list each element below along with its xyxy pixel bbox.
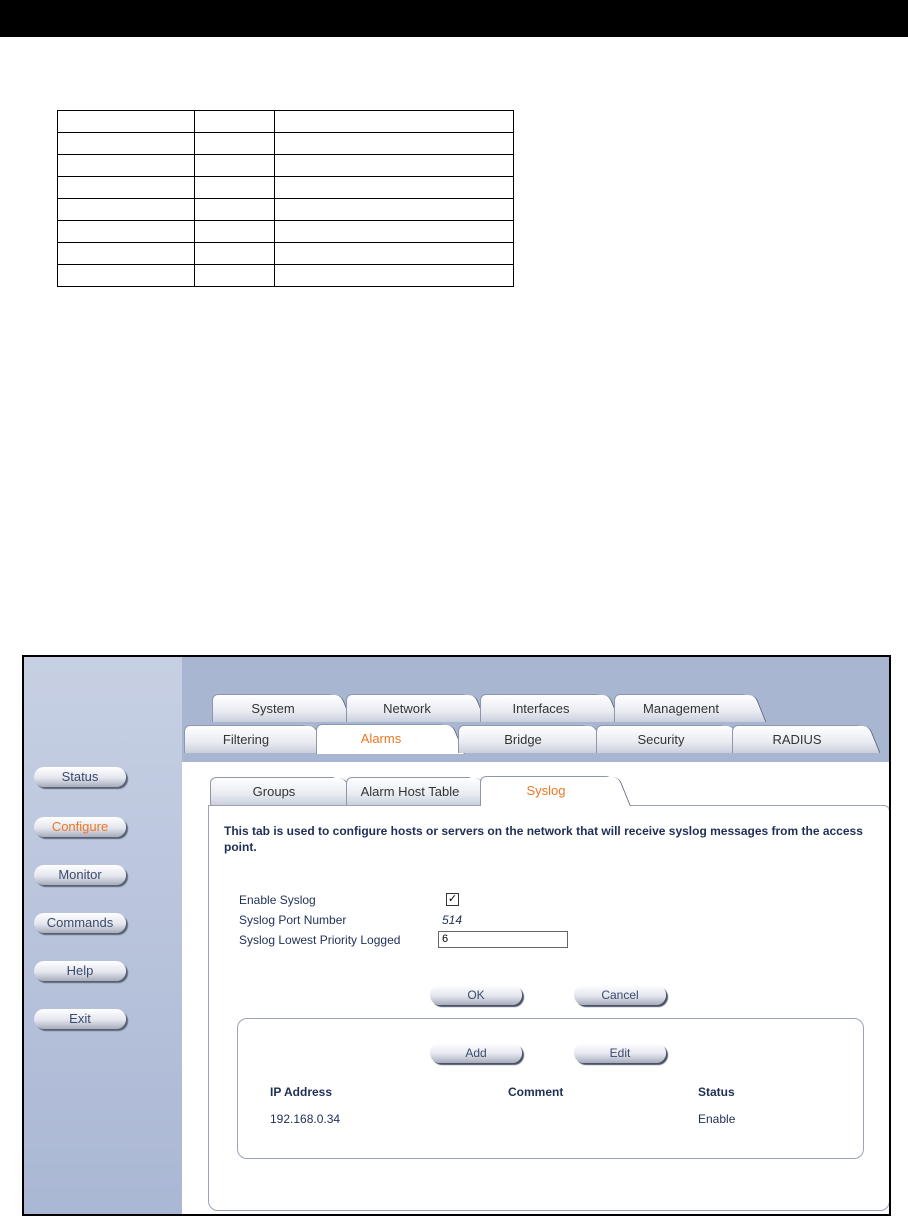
add-button[interactable]: Add <box>430 1043 522 1063</box>
ok-button[interactable]: OK <box>430 985 522 1005</box>
table-row <box>58 111 514 133</box>
nav-commands-button[interactable]: Commands <box>34 913 126 933</box>
cancel-button[interactable]: Cancel <box>574 985 666 1005</box>
tab-management[interactable]: Management <box>614 694 748 722</box>
tab-security[interactable]: Security <box>596 725 726 753</box>
table-row <box>58 243 514 265</box>
table-row <box>58 177 514 199</box>
tab-syslog[interactable]: Syslog <box>480 776 612 806</box>
syslog-port-label: Syslog Port Number <box>239 913 347 927</box>
tab-system[interactable]: System <box>212 694 334 722</box>
tab-alarms[interactable]: Alarms <box>316 724 446 754</box>
sidebar <box>24 657 182 1214</box>
ip-address-header: IP Address <box>270 1085 333 1099</box>
table-row <box>58 221 514 243</box>
nav-monitor-button[interactable]: Monitor <box>34 865 126 885</box>
syslog-description: This tab is used to configure hosts or servers on the network that will receive syslog messages from the access point. <box>224 824 863 854</box>
enable-syslog-label: Enable Syslog <box>239 893 316 907</box>
nav-help-button[interactable]: Help <box>34 961 126 981</box>
tab-filtering[interactable]: Filtering <box>184 725 308 753</box>
tab-radius[interactable]: RADIUS <box>732 725 862 753</box>
table-row <box>58 133 514 155</box>
syslog-priority-input[interactable]: 6 <box>438 931 568 948</box>
tab-alarm-host-table[interactable]: Alarm Host Table <box>346 777 474 805</box>
edit-button[interactable]: Edit <box>574 1043 666 1063</box>
nav-exit-button[interactable]: Exit <box>34 1009 126 1029</box>
tab-interfaces[interactable]: Interfaces <box>480 694 602 722</box>
syslog-port-value: 514 <box>442 913 463 927</box>
row-ip-address[interactable]: 192.168.0.34 <box>270 1112 341 1126</box>
tab-bridge[interactable]: Bridge <box>458 725 588 753</box>
table-row <box>58 155 514 177</box>
enable-syslog-checkbox[interactable]: ✓ <box>447 893 458 905</box>
tab-groups[interactable]: Groups <box>210 777 338 805</box>
syslog-priority-label: Syslog Lowest Priority Logged <box>239 933 401 947</box>
table-row <box>58 265 514 287</box>
row-status: Enable <box>698 1112 736 1126</box>
app-screenshot <box>22 655 891 1216</box>
document-header-bar <box>0 0 908 37</box>
blank-table <box>57 110 514 287</box>
comment-header: Comment <box>508 1085 564 1099</box>
nav-status-button[interactable]: Status <box>34 767 126 787</box>
status-header: Status <box>698 1085 735 1099</box>
nav-configure-button[interactable]: Configure <box>34 817 126 837</box>
table-row <box>58 199 514 221</box>
tab-network[interactable]: Network <box>346 694 468 722</box>
